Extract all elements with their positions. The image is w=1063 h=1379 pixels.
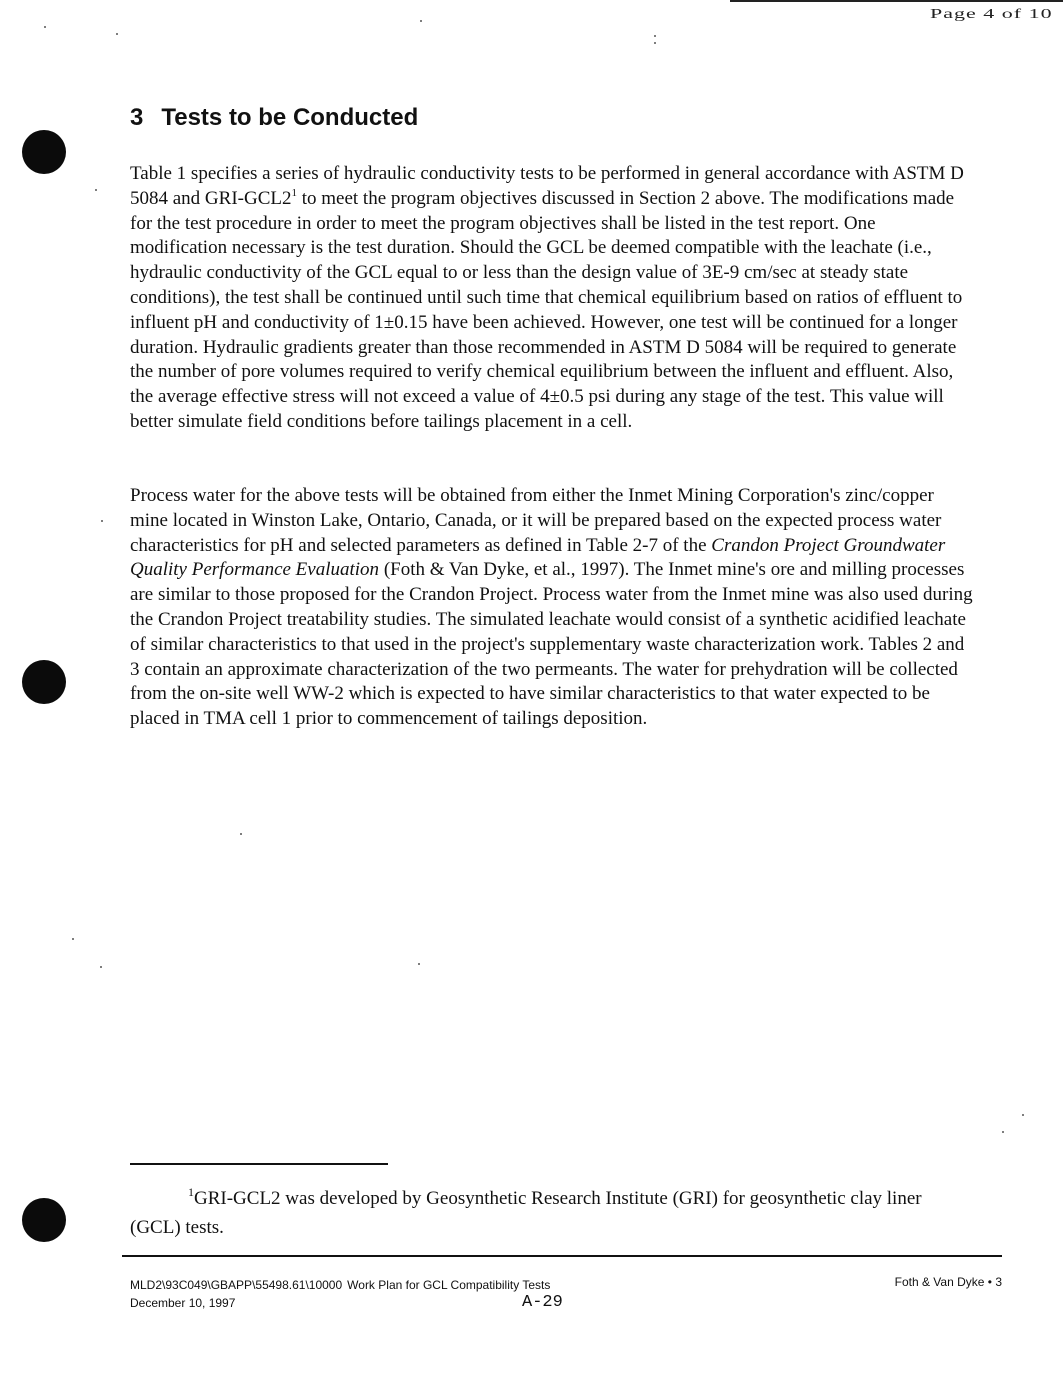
citation-title: Crandon Project Groundwater Quality Performance Evaluation	[130, 534, 946, 581]
scan-speck	[654, 35, 656, 37]
page-indicator: Page 4 of 10	[930, 6, 1053, 21]
paragraph-process-water	[130, 484, 975, 732]
footnote-marker: 1	[188, 1185, 194, 1199]
scan-speck	[100, 966, 102, 968]
binder-hole-bottom	[22, 1198, 66, 1242]
footnote-reference: 1	[291, 186, 297, 199]
footnote	[130, 1184, 950, 1242]
section-heading	[130, 104, 418, 132]
paragraph-2-text-b: (Foth & Van Dyke, et al., 1997). The Inmet mine's ore and milling processes are similar to those proposed for the Crandon Project. Process water from the Inmet mine was also used during the Crandon Project treatability studies. The simulated leachate would consist of a synthetic acidified leachate of similar characteristics to that used in the project's supplementary waste characterization work. Tables 2 and 3 contain an approximate characterization of the two permeants. The water for prehydration will be collected from the on-site well WW-2 which is expected to have similar characteristics to that water expected to be placed in TMA cell 1 prior to commencement of tailings deposition.	[130, 559, 973, 730]
appendix-page-number: A-29	[522, 1293, 563, 1312]
footer-company-page: Foth & Van Dyke • 3	[894, 1275, 1002, 1289]
footer-document-info	[130, 1276, 550, 1312]
paragraph-1-text-b: to meet the program objectives discussed in Section 2 above. The modifications made for the test procedure in order to meet the program objectives shall be listed in the test report. One modification necessary is the test duration. Should the GCL be deemed compatible with the leachate (i.e., hydraulic conductivity of the GCL equal to or less than the design value of 3E-9 cm/sec at steady state conditions), the test shall be continued until such time that chemical equilibrium based on ratios of effluent to influent pH and conductivity of 1±0.15 have been achieved. However, one test will be continued for a longer duration. Hydraulic gradients greater than those recommended in ASTM D 5084 will be required to generate the number of pore volumes required to verify chemical equilibrium between the influent and effluent. Also, the average effective stress will not exceed a value of 4±0.5 psi during any stage of the test. This value will better simulate field conditions before tailings placement in a cell.	[130, 187, 963, 432]
footnote-separator	[130, 1163, 388, 1165]
scan-speck	[654, 42, 656, 44]
scan-speck	[240, 833, 242, 835]
footer-rule	[122, 1255, 1002, 1257]
scan-speck	[418, 963, 420, 965]
binder-hole-middle	[22, 660, 66, 704]
paragraph-1-text-a: Table 1 specifies a series of hydraulic conductivity tests to be performed in general accordance with ASTM D 5084 and GRI-GCL2	[130, 163, 964, 209]
scan-speck	[72, 938, 74, 940]
scan-speck	[116, 33, 118, 35]
paragraph-test-overview	[130, 162, 975, 435]
scan-speck	[1002, 1131, 1004, 1133]
top-edge-rule	[730, 0, 1063, 2]
section-title: Tests to be Conducted	[161, 104, 419, 131]
scan-speck	[95, 189, 97, 191]
scan-speck	[420, 20, 422, 22]
section-number: 3	[130, 104, 144, 131]
scan-speck	[44, 26, 46, 28]
footnote-text: GRI-GCL2 was developed by Geosynthetic Research Institute (GRI) for geosynthetic clay liner (GCL) tests.	[130, 1188, 922, 1238]
paragraph-2-text-a: Process water for the above tests will be obtained from either the Inmet Mining Corporation's zinc/copper mine located in Winston Lake, Ontario, Canada, or it will be prepared based on the expected process water characteristics for pH and selected parameters as defined in Table 2-7 of the	[130, 485, 942, 556]
footer-file-path: MLD2\93C049\GBAPP\55498.61\10000	[130, 1278, 343, 1292]
scan-speck	[101, 520, 103, 522]
footer-doc-title: Work Plan for GCL Compatibility Tests	[347, 1278, 551, 1292]
footer-date: December 10, 1997	[130, 1296, 236, 1310]
scan-speck	[1022, 1114, 1024, 1116]
binder-hole-top	[22, 130, 66, 174]
